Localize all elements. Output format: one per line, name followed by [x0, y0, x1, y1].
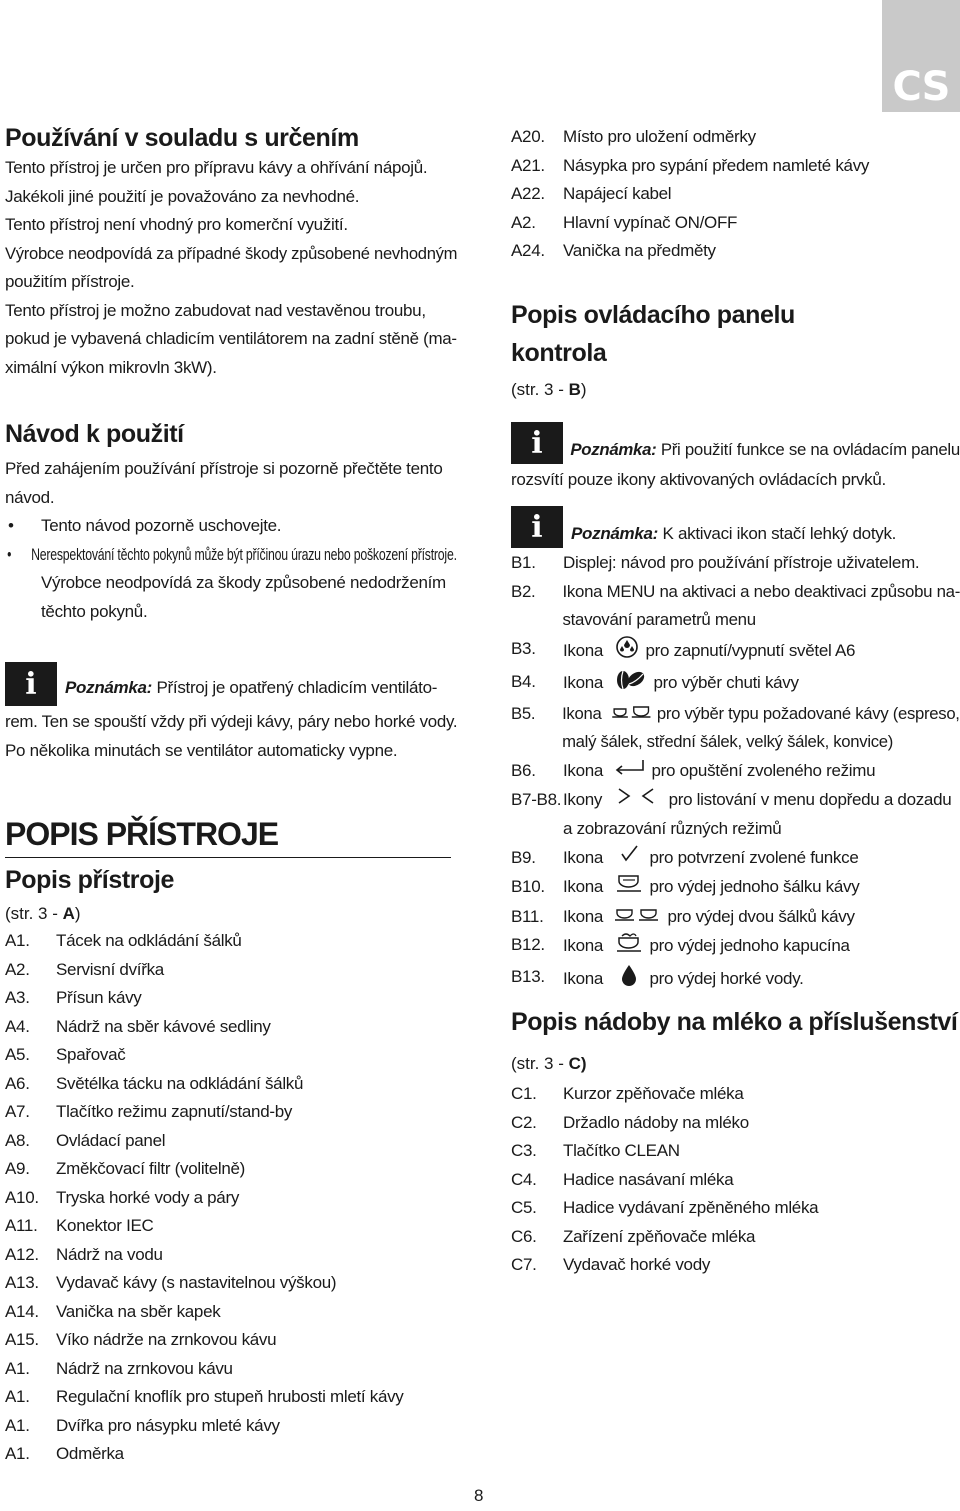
item-body	[563, 844, 858, 874]
item-text: Displej: návod pro používání přístroje uživatelem.	[563, 553, 920, 572]
item-code: C5.	[511, 1198, 537, 1217]
item-code: B13.	[511, 966, 545, 986]
list-item	[5, 1013, 457, 1042]
list-item	[511, 1194, 960, 1223]
item-code: A2.	[511, 212, 536, 232]
panel-item	[511, 668, 960, 700]
panel-item	[511, 786, 960, 844]
water-drop-icon	[614, 963, 644, 997]
item-code: A20.	[511, 127, 545, 146]
item-text: Konektor IEC	[56, 1216, 154, 1235]
item-text: pro opuštění zvoleného režimu	[651, 760, 876, 780]
list-item	[5, 1241, 457, 1270]
two-cups-icon	[614, 903, 662, 932]
item-code: A2.	[5, 959, 30, 979]
item-code: A1.	[5, 1444, 30, 1463]
item-prefix: Ikona	[563, 906, 604, 926]
item-text: Držadlo nádoby na mléko	[563, 1112, 749, 1132]
item-line	[563, 668, 799, 700]
list-item	[5, 1098, 457, 1127]
item-text: Nádrž na vodu	[56, 1244, 163, 1264]
item-text: Regulační knoflík pro stupeň hrubosti mletí kávy	[56, 1387, 404, 1406]
item-code: A9.	[5, 1159, 30, 1178]
intro-line: Před zahájením používání přístroje si pozorně přečtěte tento	[5, 459, 443, 478]
panel-item	[511, 931, 960, 963]
item-body	[563, 578, 960, 635]
item-text: Tácek na odkládání šálků	[56, 931, 242, 950]
info-icon: i	[511, 422, 563, 464]
item-code: A13.	[5, 1273, 39, 1292]
item-code: A11.	[5, 1216, 38, 1235]
item-text: Hadice nasávaní mléka	[563, 1169, 734, 1189]
list-item	[511, 209, 960, 238]
list-item	[5, 1184, 457, 1213]
item-text: pro výdej jednoho šálku kávy	[649, 877, 860, 897]
item-prefix: Ikona	[563, 969, 604, 989]
list-item	[5, 1041, 457, 1070]
item-code: A12.	[5, 1244, 39, 1264]
heading-rule	[5, 857, 451, 858]
page-heading: POPIS PŘÍSTROJE	[5, 816, 279, 852]
item-code: B7-B8.	[511, 789, 562, 809]
item-code: B2.	[511, 581, 536, 601]
panel-list	[511, 549, 960, 996]
list-item	[5, 956, 457, 985]
panel-item	[511, 549, 960, 578]
item-prefix: Ikona	[563, 847, 604, 867]
text-line: Tento přístroj je možno zabudovat nad vestavěnou troubu,	[5, 300, 426, 320]
item-code: A7.	[5, 1102, 30, 1121]
item-prefix: Ikona	[563, 877, 604, 897]
panel-note-1	[511, 422, 960, 495]
item-code: B6.	[511, 760, 536, 780]
note-label: Poznámka:	[570, 440, 657, 459]
item-code: A10.	[5, 1187, 39, 1207]
item-body	[563, 786, 951, 844]
title-line: Popis ovládacího panelu	[511, 301, 795, 329]
list-item	[5, 1298, 457, 1327]
list-item	[511, 1137, 960, 1166]
panel-item	[511, 757, 960, 786]
item-code: A5.	[5, 1045, 30, 1064]
cup-size-icon	[612, 700, 651, 729]
item-line	[563, 549, 919, 578]
item-text: pro potvrzení zvolené funkce	[649, 847, 859, 867]
item-body	[563, 549, 919, 578]
ref-letter: B	[568, 380, 581, 399]
item-continuation: malý šálek, střední šálek, velký šálek, konvice)	[562, 732, 894, 752]
list-item	[511, 237, 960, 266]
item-line	[562, 700, 960, 729]
item-body	[563, 873, 859, 903]
bullet-item	[5, 541, 457, 570]
return-icon	[614, 757, 646, 786]
cappuccino-icon	[614, 931, 644, 963]
item-code: A4.	[5, 1016, 30, 1036]
item-body	[563, 635, 855, 669]
item-code: A14.	[5, 1301, 39, 1321]
bullet-item	[5, 512, 457, 541]
list-item	[511, 1166, 960, 1195]
item-prefix: Ikona	[563, 760, 604, 780]
item-text: Vydavač horké vody	[563, 1255, 711, 1274]
bullet-text: Tento návod pozorně uschovejte.	[41, 516, 282, 535]
disclaimer-line: těchto pokynů.	[41, 601, 148, 621]
section-title-milk: Popis nádoby na mléko a příslušenství	[511, 1008, 958, 1036]
ref-prefix: (str. 3 -	[511, 1054, 569, 1073]
item-code: C6.	[511, 1226, 537, 1246]
section-title-device: Popis přístroje	[5, 866, 175, 894]
item-line	[563, 903, 855, 932]
item-prefix: Ikona	[563, 936, 604, 956]
item-code: A21.	[511, 155, 545, 175]
parts-list-continued	[511, 123, 960, 266]
list-item	[511, 180, 960, 209]
item-code: A6.	[5, 1073, 30, 1093]
item-prefix: Ikony	[563, 789, 603, 809]
bullet-dot: •	[8, 516, 14, 535]
item-body	[563, 757, 875, 786]
text-line: použitím přístroje.	[5, 272, 135, 291]
item-text: Tlačítko CLEAN	[563, 1141, 680, 1160]
item-line	[563, 757, 875, 786]
note-line: Po několika minutách se ventilátor automaticky vypne.	[5, 740, 398, 760]
item-line	[563, 844, 858, 874]
arrows-icon	[613, 786, 663, 816]
list-item	[5, 1212, 457, 1241]
list-item	[5, 1127, 457, 1156]
note-text: K aktivaci ikon stačí lehký dotyk.	[662, 524, 897, 543]
item-text: Změkčovací filtr (volitelně)	[56, 1159, 246, 1178]
item-code: A1.	[5, 1415, 30, 1435]
one-cup-icon	[614, 873, 644, 903]
item-code: B10.	[511, 877, 545, 897]
item-body	[563, 903, 855, 932]
item-body	[562, 700, 960, 757]
item-line	[563, 578, 960, 607]
item-continuation: stavování parametrů menu	[562, 610, 756, 629]
item-text: Ikona MENU na aktivaci a nebo deaktivaci způsobu na-	[562, 581, 960, 601]
item-text: Hlavní vypínač ON/OFF	[563, 212, 738, 232]
item-code: A1.	[5, 1387, 30, 1406]
section-title-intended-use: Používání v souladu s určením	[5, 124, 359, 152]
item-text: Dvířka pro násypku mleté kávy	[56, 1415, 280, 1435]
page-reference	[511, 376, 587, 404]
text-line: pokud je vybavená chladicím ventilátorem na zadní stěně (ma-	[5, 329, 457, 348]
item-code: A15.	[5, 1330, 39, 1349]
item-continuation: a zobrazování různých režimů	[563, 819, 782, 839]
title-line: kontrola	[511, 339, 607, 367]
instructions-bullets	[5, 512, 457, 569]
text-line: Výrobce neodpovídá za případné škody způsobené nevhodným	[5, 243, 458, 263]
item-text: Víko nádrže na zrnkovou kávu	[56, 1330, 277, 1349]
intro-line: návod.	[5, 487, 55, 507]
list-item	[5, 1383, 457, 1412]
panel-item	[511, 844, 960, 874]
item-text: Spařovač	[56, 1045, 126, 1064]
item-code: C4.	[511, 1169, 537, 1189]
list-item	[5, 1269, 457, 1298]
note-line	[5, 662, 457, 703]
note-line: rozsvítí pouze ikony aktivovaných ovládacích prvků.	[511, 470, 886, 489]
section-title-instructions: Návod k použití	[5, 420, 184, 448]
info-icon: i	[511, 506, 563, 548]
item-text: Vydavač kávy (s nastavitelnou výškou)	[56, 1273, 337, 1292]
list-item	[511, 1223, 960, 1252]
disclaimer-line: Výrobce neodpovídá za škody způsobené nedodržením	[41, 573, 446, 592]
list-item	[5, 1326, 457, 1355]
panel-item	[511, 963, 960, 997]
panel-item	[511, 635, 960, 669]
info-icon: i	[5, 662, 57, 706]
note-line	[511, 422, 960, 465]
item-text: Místo pro uložení odměrky	[563, 127, 756, 146]
item-code: B11.	[511, 906, 544, 926]
item-code: A22.	[511, 184, 545, 203]
item-code: B9.	[511, 847, 536, 867]
item-code: B1.	[511, 553, 536, 572]
item-code: C3.	[511, 1141, 537, 1160]
section-title-control-panel	[511, 296, 795, 372]
parts-list	[5, 927, 457, 1469]
language-tab	[882, 0, 960, 112]
item-text: pro výdej jednoho kapucína	[649, 936, 850, 956]
item-code: B12.	[511, 935, 545, 955]
fan-note	[5, 662, 457, 765]
item-line	[563, 635, 855, 669]
item-text: pro výdej horké vody.	[649, 969, 804, 989]
text-line: Tento přístroj není vhodný pro komerční využití.	[5, 215, 348, 234]
ref-prefix: (str. 3 -	[511, 380, 569, 399]
item-code: A1.	[5, 931, 30, 950]
ref-letter: C)	[568, 1054, 587, 1073]
ref-letter: A	[62, 904, 75, 923]
list-item	[511, 1080, 960, 1109]
list-item	[511, 1251, 960, 1280]
item-text: Nádrž na zrnkovou kávu	[56, 1358, 233, 1378]
ref-suffix: )	[580, 380, 587, 399]
panel-item	[511, 578, 960, 635]
note-text: Při použití funkce se na ovládacím panelu	[660, 440, 960, 459]
item-text: Přísun kávy	[56, 988, 142, 1007]
text-line: ximální výkon mikrovln 3kW).	[5, 357, 217, 377]
item-text: pro výběr typu požadované kávy (espreso,	[656, 703, 960, 723]
ref-prefix: (str. 3 -	[5, 904, 63, 923]
item-prefix: Ikona	[563, 640, 604, 660]
item-line	[563, 963, 804, 997]
language-code: CS	[892, 64, 950, 110]
page-reference	[5, 900, 81, 928]
panel-note-2	[511, 506, 960, 550]
item-line	[563, 873, 859, 903]
item-text: Ovládací panel	[56, 1130, 166, 1150]
ref-suffix: )	[74, 904, 81, 923]
coffee-bean-icon	[614, 668, 648, 700]
item-text: Vanička na předměty	[563, 241, 716, 260]
item-text: pro výdej dvou šálků kávy	[667, 906, 855, 926]
intended-use-text	[5, 154, 457, 382]
item-text: pro zapnutí/vypnutí světel A6	[645, 640, 856, 660]
item-text: Servisní dvířka	[56, 959, 164, 979]
item-code: C2.	[511, 1112, 537, 1132]
item-text: Hadice vydávaní zpěněného mléka	[563, 1198, 819, 1217]
item-code: B5.	[511, 703, 536, 723]
list-item	[511, 152, 960, 181]
item-prefix: Ikona	[563, 673, 604, 693]
item-text: pro listování v menu dopředu a dozadu	[668, 789, 952, 809]
item-text: Násypka pro sypání předem namleté kávy	[563, 155, 870, 175]
list-item	[5, 1440, 457, 1469]
note-line	[511, 506, 960, 549]
list-item	[5, 984, 457, 1013]
item-body	[563, 931, 850, 963]
text-line: Jakékoli jiné použití je považováno za nevhodné.	[5, 186, 360, 206]
list-item	[511, 123, 960, 152]
item-code: A24.	[511, 241, 545, 260]
item-line	[563, 786, 951, 816]
list-item	[5, 1070, 457, 1099]
list-item	[511, 1109, 960, 1138]
panel-item	[511, 873, 960, 903]
page-number: 8	[474, 1486, 484, 1505]
item-code: B3.	[511, 638, 536, 658]
item-prefix: Ikona	[562, 703, 602, 723]
light-drops-icon	[614, 635, 640, 669]
note-label: Poznámka:	[571, 524, 659, 543]
item-code: C1.	[511, 1084, 537, 1103]
bullet-dot: •	[7, 544, 12, 564]
note-text: Přístroj je opatřený chladicím ventiláto-	[156, 678, 438, 697]
item-text: pro výběr chuti kávy	[653, 673, 799, 693]
item-text: Zařízení zpěňovače mléka	[563, 1226, 756, 1246]
item-text: Napájecí kabel	[563, 184, 672, 203]
list-item	[5, 1412, 457, 1441]
item-body	[563, 963, 804, 997]
item-code: C7.	[511, 1255, 537, 1274]
page-reference	[511, 1050, 587, 1078]
item-text: Vanička na sběr kapek	[56, 1301, 221, 1321]
list-item	[5, 1155, 457, 1184]
panel-item	[511, 903, 960, 932]
panel-item	[511, 700, 960, 757]
item-text: Kurzor zpěňovače mléka	[563, 1084, 744, 1103]
item-text: Tlačítko režimu zapnutí/stand-by	[56, 1102, 293, 1121]
item-code: B4.	[511, 672, 536, 691]
item-code: A3.	[5, 988, 30, 1007]
note-label: Poznámka:	[65, 678, 153, 697]
note-line: rem. Ten se spouští vždy při výdeji kávy, páry nebo horké vody.	[5, 712, 458, 731]
item-text: Odměrka	[56, 1444, 124, 1463]
instructions-text	[5, 455, 457, 626]
item-code: A1.	[5, 1358, 30, 1378]
milk-accessories-list	[511, 1080, 960, 1280]
item-line	[563, 931, 850, 963]
item-text: Světélka tácku na odkládání šálků	[56, 1073, 304, 1093]
list-item	[5, 1355, 457, 1384]
item-text: Nádrž na sběr kávové sedliny	[56, 1016, 271, 1036]
item-text: Tryska horké vody a páry	[56, 1187, 240, 1207]
text-line: Tento přístroj je určen pro přípravu kávy a ohřívání nápojů.	[5, 158, 428, 177]
list-item	[5, 927, 457, 956]
bullet-text: Nerespektování těchto pokynů může být příčinou úrazu nebo poškození přístroje.	[31, 544, 457, 564]
item-body	[563, 668, 799, 700]
check-icon	[614, 844, 644, 874]
item-code: A8.	[5, 1130, 30, 1150]
